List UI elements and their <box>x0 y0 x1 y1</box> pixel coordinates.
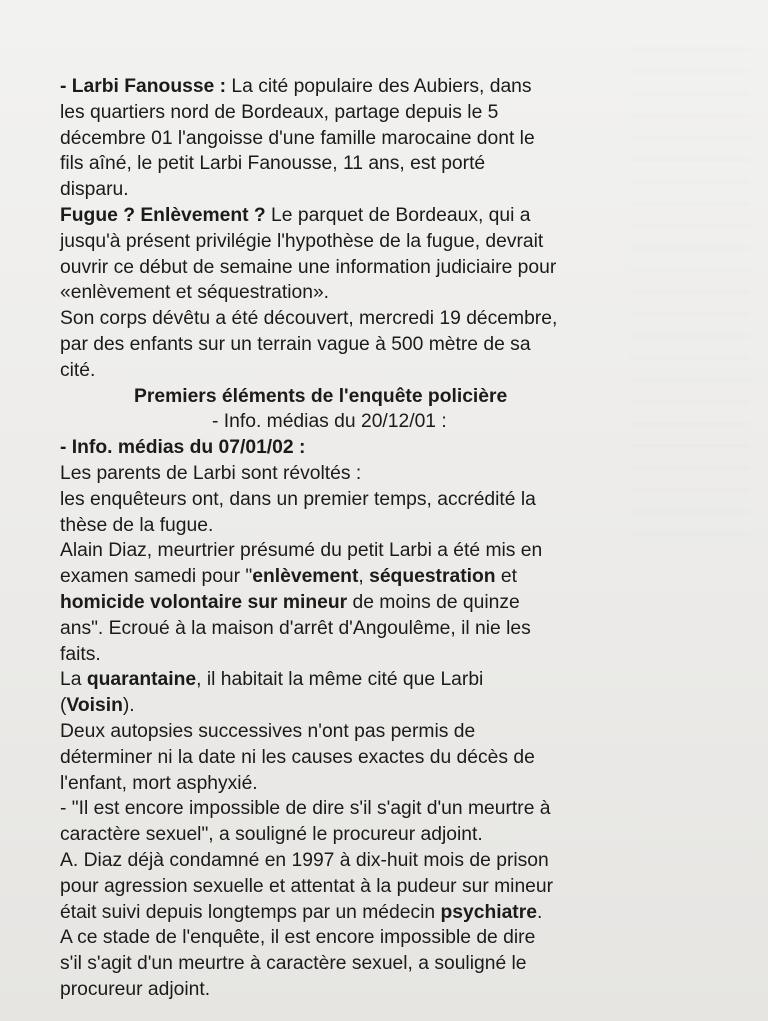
text-line <box>60 900 720 926</box>
text-segment: Les parents de Larbi sont révoltés : <box>60 462 362 484</box>
text-segment: . <box>536 901 543 923</box>
text-line <box>60 951 720 977</box>
text-line <box>60 667 720 693</box>
text-segment: l'enfant, mort asphyxié. <box>60 772 258 794</box>
text-segment: A. Diaz déjà condamné en 1997 à dix-huit mois de prison <box>60 849 549 871</box>
bold-text: séquestration <box>369 566 496 588</box>
text-line <box>60 719 720 745</box>
text-segment: - "Il est encore impossible de dire s'il s'agit d'un meurtre à <box>60 798 551 820</box>
text-line <box>60 306 720 332</box>
text-line <box>60 384 720 410</box>
text-segment: examen samedi pour " <box>60 566 253 588</box>
text-line <box>60 925 720 951</box>
text-line <box>60 796 720 822</box>
text-line <box>60 822 720 848</box>
bold-text: - Info. médias du 07/01/02 : <box>60 437 306 459</box>
text-segment: caractère sexuel", a souligné le procureur adjoint. <box>60 824 483 846</box>
text-line <box>60 848 720 874</box>
text-segment: de moins de quinze <box>347 591 520 613</box>
text-segment: thèse de la fugue. <box>60 514 214 536</box>
text-line <box>60 409 720 435</box>
bold-text: Fugue ? Enlèvement ? <box>60 204 266 226</box>
text-segment: s'il s'agit d'un meurtre à caractère sexuel, a souligné le <box>60 953 527 975</box>
text-segment: décembre 01 l'angoisse d'une famille marocaine dont le <box>60 127 535 149</box>
text-line <box>60 255 720 281</box>
text-segment: , il habitait la même cité que Larbi <box>196 669 484 691</box>
text-segment: cité. <box>60 359 96 381</box>
text-segment: - Info. médias du 20/12/01 : <box>212 411 447 433</box>
text-line <box>60 874 720 900</box>
text-segment: La <box>60 669 87 691</box>
text-segment: ). <box>122 695 135 717</box>
text-segment: ouvrir ce début de semaine une information judiciaire pour <box>60 256 557 278</box>
text-line <box>60 74 720 100</box>
text-segment: les enquêteurs ont, dans un premier temps, accrédité la <box>60 488 536 510</box>
text-segment: par des enfants sur un terrain vague à 500 mètre de sa <box>60 333 531 355</box>
text-line <box>60 203 720 229</box>
bold-text: psychiatre <box>440 901 537 923</box>
text-line <box>60 229 720 255</box>
text-line <box>60 100 720 126</box>
text-line <box>60 538 720 564</box>
text-line <box>60 280 720 306</box>
text-line <box>60 461 720 487</box>
text-segment: et <box>495 566 517 588</box>
text-segment: les quartiers nord de Bordeaux, partage depuis le 5 <box>60 101 499 123</box>
text-segment: Le parquet de Bordeaux, qui a <box>265 204 531 226</box>
bold-text: Voisin <box>66 695 123 717</box>
text-segment: Alain Diaz, meurtrier présumé du petit Larbi a été mis en <box>60 540 543 562</box>
text-line <box>60 771 720 797</box>
text-segment: pour agression sexuelle et attentat à la pudeur sur mineur <box>60 875 554 897</box>
bold-text: - Larbi Fanousse : <box>60 76 227 97</box>
text-segment: ans". Ecroué à la maison d'arrêt d'Angoulême, il nie les <box>60 617 531 639</box>
text-line <box>60 977 720 1003</box>
text-line <box>60 358 720 384</box>
text-line <box>60 487 720 513</box>
text-line <box>60 151 720 177</box>
text-segment: Deux autopsies successives n'ont pas permis de <box>60 720 476 742</box>
text-line <box>60 693 720 719</box>
text-line <box>60 590 720 616</box>
text-segment: était suivi depuis longtemps par un médecin <box>60 901 441 923</box>
text-line <box>60 616 720 642</box>
text-line <box>60 126 720 152</box>
document-body <box>60 74 720 1003</box>
text-segment: fils aîné, le petit Larbi Fanousse, 11 ans, est porté <box>60 153 486 175</box>
text-segment: «enlèvement et séquestration». <box>60 282 330 304</box>
text-segment: disparu. <box>60 179 129 201</box>
text-segment: A ce stade de l'enquête, il est encore impossible de dire <box>60 927 536 949</box>
text-segment: ( <box>60 695 67 717</box>
text-segment: faits. <box>60 643 101 665</box>
text-line <box>60 513 720 539</box>
bold-text: Premiers éléments de l'enquête policière <box>134 385 508 407</box>
bold-text: quarantaine <box>86 669 197 691</box>
text-line <box>60 564 720 590</box>
text-line <box>60 642 720 668</box>
text-segment: Son corps dévêtu a été découvert, mercredi 19 décembre, <box>60 308 558 330</box>
text-segment: déterminer ni la date ni les causes exactes du décès de <box>60 746 535 768</box>
bold-text: enlèvement <box>252 566 359 588</box>
text-segment: La cité populaire des Aubiers, dans <box>226 76 532 97</box>
text-segment: procureur adjoint. <box>60 978 211 1000</box>
text-line <box>60 332 720 358</box>
text-line <box>60 745 720 771</box>
text-segment: , <box>358 566 370 588</box>
text-line <box>60 177 720 203</box>
bold-text: homicide volontaire sur mineur <box>60 591 348 613</box>
text-segment: jusqu'à présent privilégie l'hypothèse de la fugue, devrait <box>60 230 544 252</box>
text-line <box>60 435 720 461</box>
